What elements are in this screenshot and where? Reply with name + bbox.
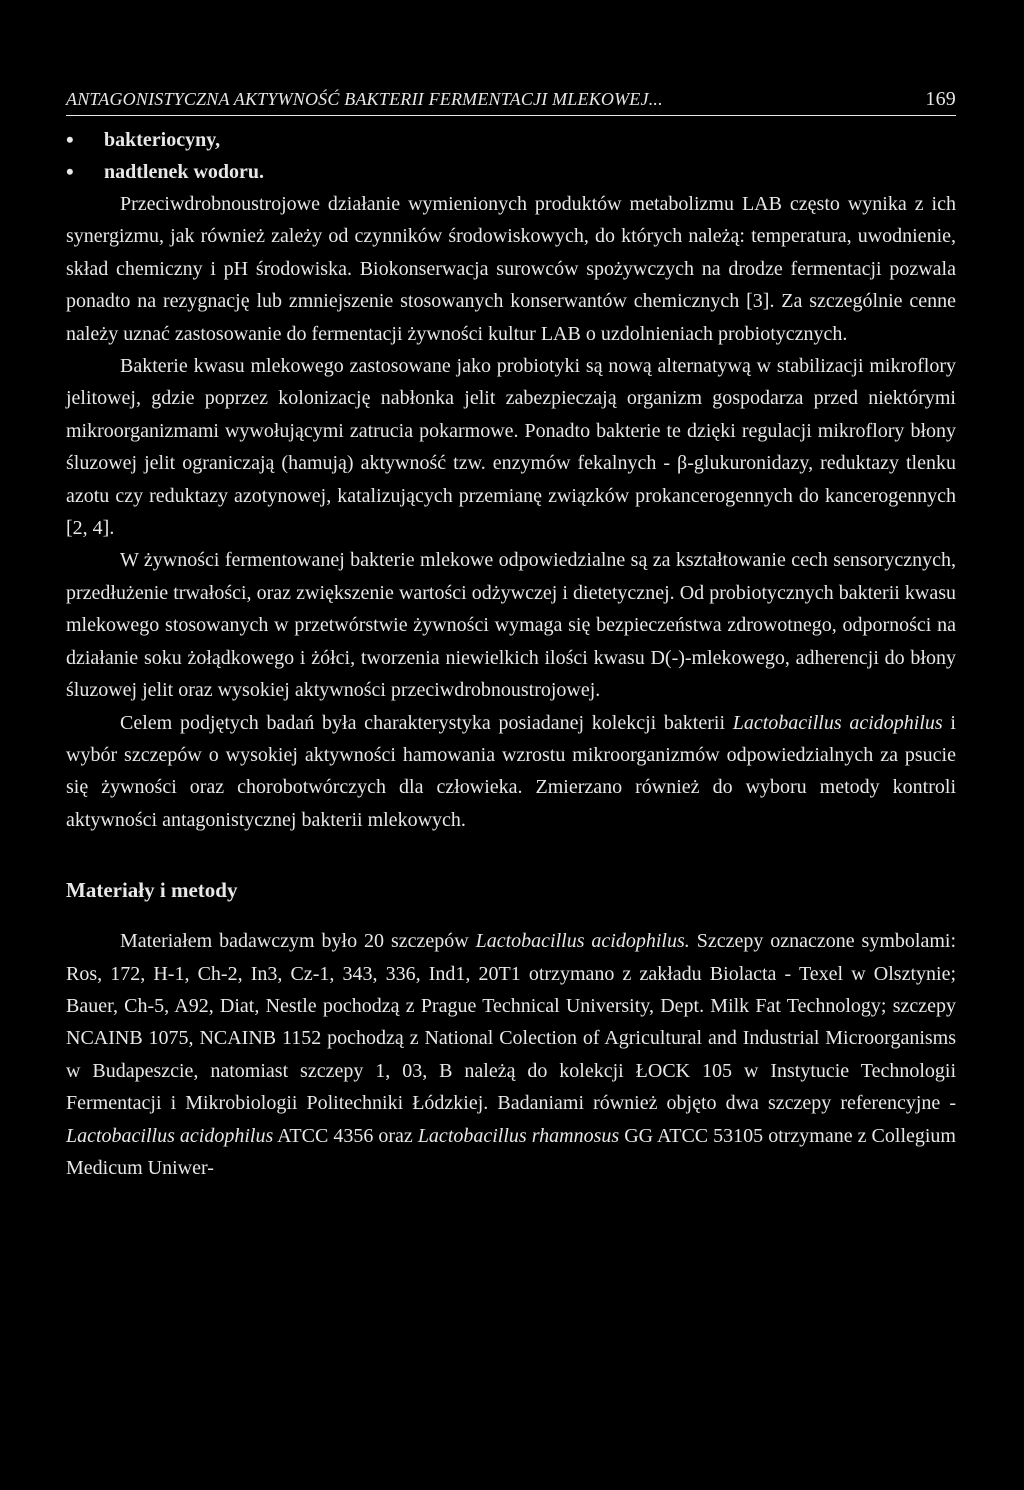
methods-text-b: Szczepy oznaczone symbolami: Ros, 172, H-1, Ch-2, In3, Cz-1, 343, 336, Ind1, 20T1 otrzymano z zakładu Biolacta - Texel w Olsztynie; Bauer, Ch-5, A92, Diat, Nestle pochodzą z Prague Technical University, Dept. Milk Fat Technology; szczepy NCAINB 1075, NCAINB 1152 pochodzą z National Colection of Agricultural and Industrial Microorganisms w Budapeszcie, natomiast szczepy 1, 03, B należą do kolekcji ŁOCK 105 w Instytucie Technologii Fermentacji i Mikrobiologii Politechniki Łódzkiej. Badaniami również objęto dwa szczepy referencyjne - [66,930,957,1115]
running-header [66,88,956,116]
bullet-list [66,124,956,188]
paragraph-1: Przeciwdrobnoustrojowe działanie wymienionych produktów metabolizmu LAB często wynika z ich synergizmu, jak również zależy od czynników środowiskowych, do których należą: temperatura, uwodnienie, skład chemiczny i pH środowiska. Biokonserwacja surowców spożywczych na drodze fermentacji pozwala ponadto na rezygnację lub zmniejszenie stosowanych konserwantów chemicznych [3]. Za szczególnie cenne należy uznać zastosowanie do fermentacji żywności kultur LAB o uzdolnieniach probiotycznych. [66,193,956,345]
methods-paragraph [66,925,956,1184]
paragraph-2: Bakterie kwasu mlekowego zastosowane jako probiotyki są nową alternatywą w stabilizacji mikroflory jelitowej, gdzie poprzez kolonizację nabłonka jelit zabezpieczają organizm gospodarza przed niektórymi mikroorganizmami wywołującymi zatrucia pokarmowe. Ponadto bakterie te dzięki regulacji mikroflory błony śluzowej jelit ograniczają (hamują) aktywność tzw. enzymów fekalnych - β-glukuronidazy, reduktazy tlenku azotu czy reduktazy azotynowej, katalizujących przemianę związków prokancerogennych do kancerogennych [2, 4]. [66,355,956,540]
species-name: Lactobacillus rhamnosus [417,1124,620,1147]
methods-text-d: GG ATCC 53105 otrzymane z Collegium Medicum Uniwer- [66,1124,956,1179]
species-name: Lactobacillus acidophilus [66,1124,274,1147]
paragraph-3: W żywności fermentowanej bakterie mlekowe odpowiedzialne są za kształtowanie cech sensorycznych, przedłużenie trwałości, oraz zwiększenie wartości odżywczej i dietetycznej. Od probiotycznych bakterii kwasu mlekowego stosowanych w przetwórstwie żywności wymaga się bezpieczeństwa zdrowotnego, odporności na działanie soku żołądkowego i żółci, tworzenia niewielkich ilości kwasu D(-)-mlekowego, adherencji do błony śluzowej jelit oraz wysokiej aktywności przeciwdrobnoustrojowej. [66,549,956,702]
section-heading: Materiały i metody [66,878,238,903]
methods-text-c: ATCC 4356 oraz [273,1124,418,1147]
page-number: 169 [925,88,956,110]
species-name: Lactobacillus acidophilus [732,711,943,734]
paragraph-4-text-a: Celem podjętych badań była charakterystyka posiadanej kolekcji bakterii [120,711,733,734]
paragraph-4 [66,707,956,837]
bullet-item: • bakteriocyny, [66,124,956,156]
methods-text-a: Materiałem badawczym było 20 szczepów [120,930,476,953]
paragraph-4-text-b: i wybór szczepów o wysokiej aktywności hamowania wzrostu mikroorganizmów odpowiedzialnych za psucie się żywności oraz chorobotwórczych dla człowieka. Zmierzano również do wyboru metody kontroli aktywności antagonistycznej bakterii mlekowych. [66,711,956,831]
running-title: ANTAGONISTYCZNA AKTYWNOŚĆ BAKTERII FERMENTACJI MLEKOWEJ... [66,89,663,109]
bullet-item: • nadtlenek wodoru. [66,156,956,188]
document-page [66,88,956,1184]
species-name: Lactobacillus acidophilus. [475,930,690,953]
